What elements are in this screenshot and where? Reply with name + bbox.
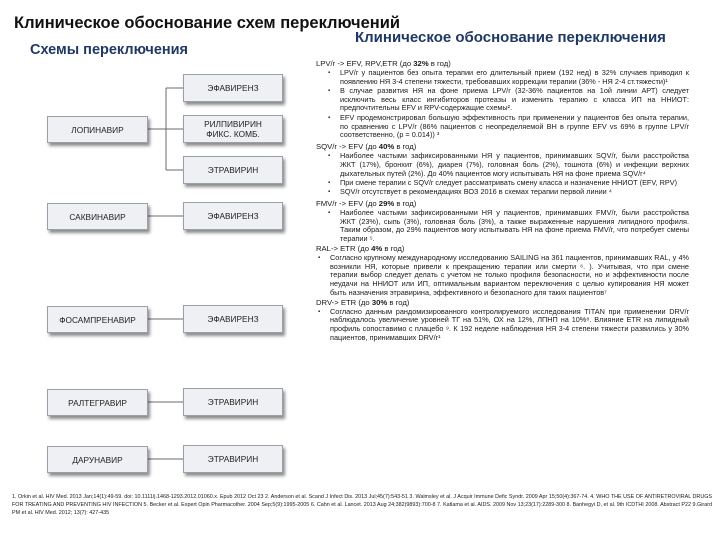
drug-box-efavirenz: ЭФАВИРЕНЗ: [183, 202, 283, 230]
section-heading: RAL-> ETR (до 4% в год): [316, 243, 405, 253]
drug-box-efavirenz: ЭФАВИРЕНЗ: [183, 305, 283, 333]
page-title: Клиническое обоснование схем переключений: [14, 14, 401, 32]
switch-schemes-title: Схемы переключения: [30, 42, 189, 58]
bullet-item: ▪ SQV/r отсутствует в рекомендациях ВОЗ 2016 в схемах терапии первой линии ⁴: [316, 188, 689, 197]
bullet-item: ▪ Наиболее частыми зафиксированными НЯ у пациентов, принимавших FMV/r, были расстройства ЖКТ (23%), сыпь (3%), головная боль (3%), а также выраженные нарушения липидного профиля. Таким образом, до 29% пациентов могу испытывать НЯ на фоне приема FMV/r, что потребует смены терапии ⁵.: [316, 209, 689, 244]
bullet-item: ▪ EFV продемонстрировал большую эффективность при применении у пациентов без опыта терапии, по сравнению с LPV/r (86% пациентов с неопределяемой ВН в группе EFV vs 69% в группе LPV/r соответственно, (p = 0.014)) ³: [316, 114, 689, 140]
drug-box-efavirenz: ЭФАВИРЕНЗ: [183, 74, 283, 102]
section-title: Клиническое обоснование переключения: [355, 29, 666, 46]
drug-box-raltegravir: РАЛТЕГРАВИР: [47, 389, 148, 416]
drug-box-rilpivirine-fixed: РИЛПИВИРИН ФИКС. КОМБ.: [183, 115, 283, 143]
bullet-item: ▪ В случае развития НЯ на фоне приема LPV/r (32-36% пациентов на 1ой линии АРТ) следует исключить весь класс ингибиторов протеазы и изменить терапию с класса ИП на ННИОТ: предпочтительны EFV и RPV-содержащие схемы².: [316, 87, 689, 113]
section-heading: DRV-> ETR (до 30% в год): [316, 297, 410, 307]
section-heading: LPV/r -> EFV, RPV,ETR (до 32% в год): [316, 59, 451, 68]
rationale-text: [316, 58, 689, 343]
drug-box-etravirine: ЭТРАВИРИН: [183, 388, 283, 416]
references-footnote: 1. Orkin et al. HIV Med. 2013 Jan;14(1):49-59. doi: 10.1111/j.1468-1293.2012.01060.x. Epub 2012 Oct 23 2. Anderson et al. Scand J Infect Dis. 2013 Jul;45(7):543-51 3. Walmsley et al. J Acquir Immune Defic Syndr. 2009 Apr 15;50(4):367-74. 4. WHO THE USE OF ANTIRETROVIRAL DRUGS FOR TREATING AND PREVENTING HIV INFECTION 5. Becker et al. Expert Opin Pharmacother. 2004 Sep;5(9):1995-2005 6. Cahn et al. Lancet. 2013 Aug 24;382(9893):700-8 7. Katlama et al. AIDS. 2009 Nov 13;23(17):2289-300 8. Banhegyi D, et al. 9th ICDTHI 2008. Abstract P22 9.Girard PM et al. HIV Med. 2012; 13(7): 427-435: [12, 494, 712, 516]
bullet-item: ▪ Согласно крупному международному исследованию SAILING на 361 пациентов, принимавших RAL, у 4% возникли НЯ, которые привели к прекращению терапии или смерти ⁶. ). Учитывая, что при смене терапии выбор следует делать с учетом не только профиля безопасности, но и эффективности после неудачи на ННИОТ или ИП, оптимальным вариантом переключения с целью купирования НЯ может быть назначения этравирина, эффективного и безопасного для таких пациентов⁷: [316, 254, 689, 298]
drug-box-etravirine: ЭТРАВИРИН: [183, 156, 283, 184]
drug-box-saquinavir: САКВИНАВИР: [47, 203, 148, 230]
drug-box-darunavir: ДАРУНАВИР: [47, 446, 148, 473]
section-heading: SQV/r -> EFV (до 40% в год): [316, 142, 417, 152]
bullet-item: ▪ LPV/r у пациентов без опыта терапии его длительный прием (192 нед) в 32% случаев приводил к появлению НЯ 3-4 степени тяжести, требовавших коррекции терапии (36% - НЯ 2-4 ст.тяжести)¹: [316, 69, 689, 87]
drug-box-fosamprenavir: ФОСАМПРЕНАВИР: [47, 306, 148, 333]
bullet-item: ▪ При смене терапии с SQV/r следует рассматривать смену класса и назначение ННИОТ (EFV, RPV): [316, 179, 689, 188]
bullet-item: ▪ Согласно данным рандомизированного контролируемого исследования TITAN при применении DRV/r наблюдалось увеличение уровней ТГ на 51%, ОХ на 12%, ЛПНП на 10%⁸. Влияние ETR на липидный профиль сопоставимо с плацебо ⁹. К 192 неделе наблюдения НЯ 3-4 степени тяжести развились у 30% пациентов, принимавших DRV/r¹: [316, 308, 689, 343]
section-heading: FMV/r -> EFV (до 29% в год): [316, 198, 417, 208]
bullet-item: ▪ Наиболее частыми зафиксированными НЯ у пациентов, принимавших SQV/r, были расстройства ЖКТ (17%), бронхит (6%), диарея (7%), головная боль (2%), тошнота (6%) и инфекции верхних дыхательных путей (2%). До 40% пациентов могу испытывать НЯ на фоне приема SQV/r⁴: [316, 152, 689, 178]
drug-box-lopinavir: ЛОПИНАВИР: [47, 116, 148, 143]
drug-box-etravirine: ЭТРАВИРИН: [183, 445, 283, 473]
